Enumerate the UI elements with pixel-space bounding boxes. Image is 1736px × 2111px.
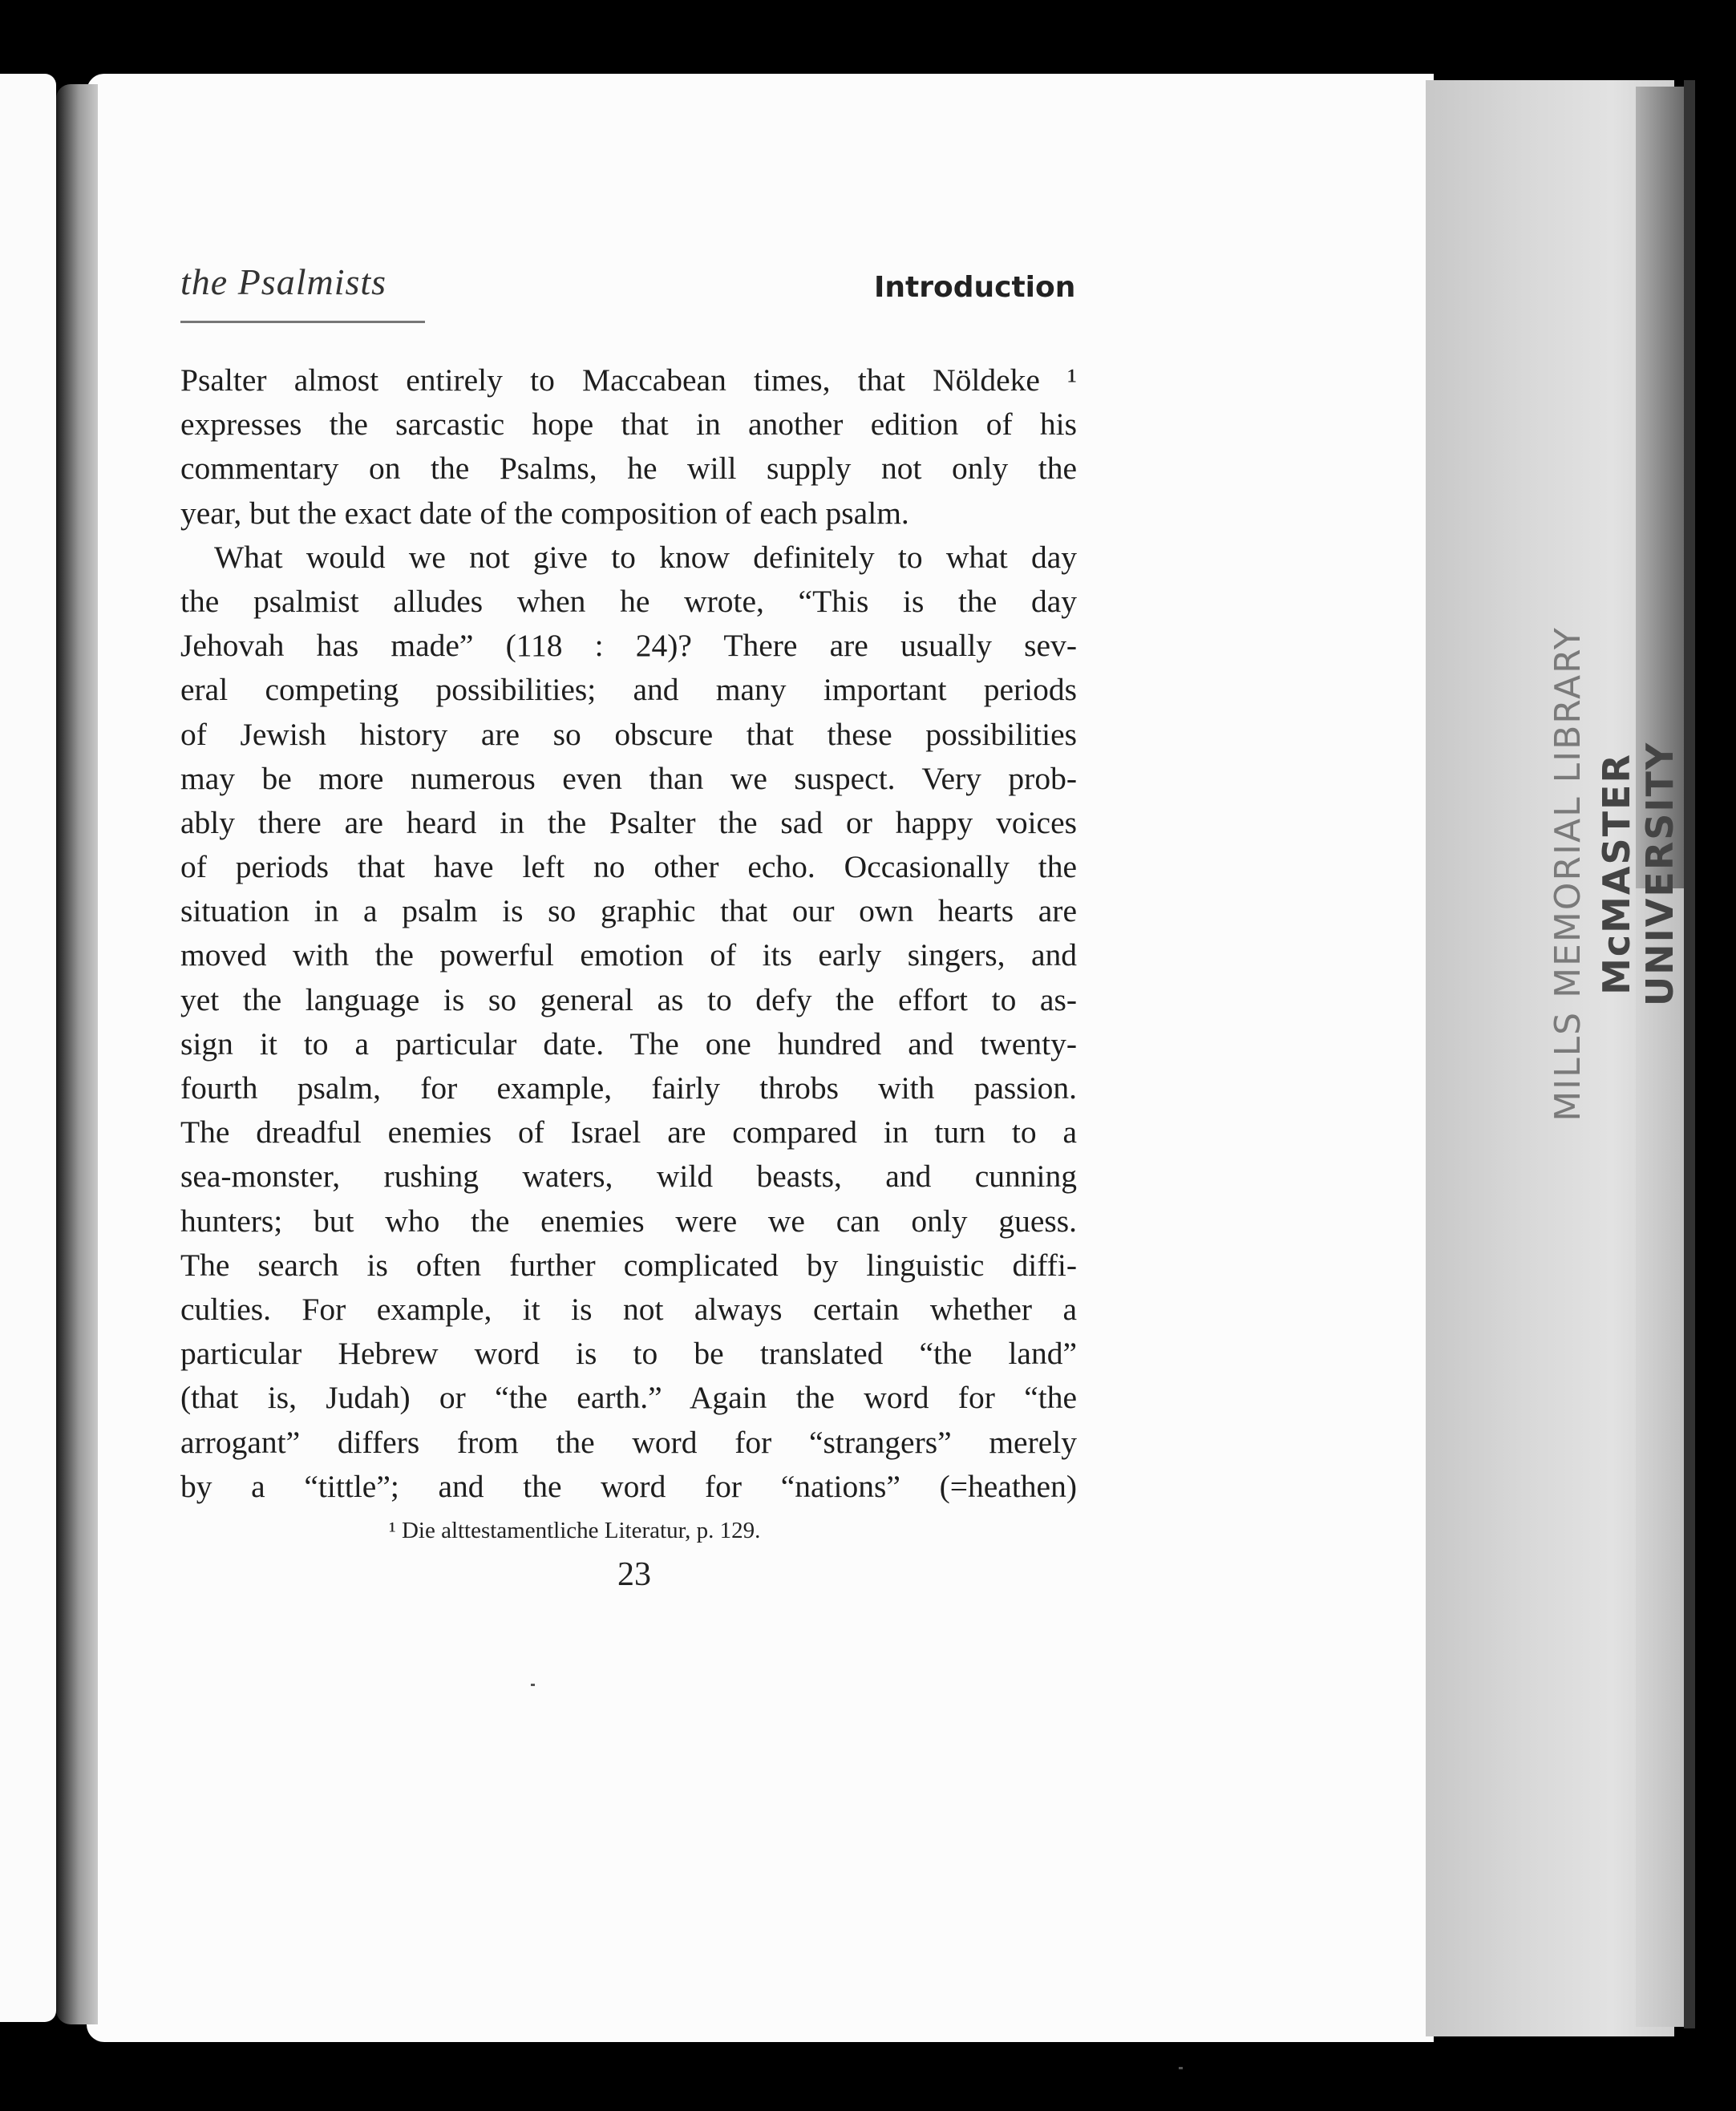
body-text [180, 358, 1077, 1509]
text-line: Jehovah has made” (118 : 24)? There are usually sev- [180, 628, 1077, 664]
header-rule [180, 321, 425, 323]
text-line: of periods that have left no other echo. Occasionally the [180, 849, 1077, 885]
text-line: sign it to a particular date. The one hundred and twenty- [180, 1025, 1077, 1062]
running-header-left: the Psalmists [180, 261, 387, 302]
stamp-line-library: MILLS MEMORIAL LIBRARY [1548, 626, 1588, 1122]
text-line: Psalter almost entirely to Maccabean times, that Nöldeke ¹ [180, 362, 1077, 398]
text-line: expresses the sarcastic hope that in another edition of his [180, 406, 1077, 443]
text-line: arrogant” differs from the word for “strangers” merely [180, 1424, 1077, 1460]
text-line: eral competing possibilities; and many important periods [180, 672, 1077, 708]
running-header-right: Introduction [874, 271, 1076, 304]
text-line: The search is often further complicated by linguistic diffi- [180, 1247, 1077, 1283]
text-line: sea-monster, rushing waters, wild beasts, and cunning [180, 1159, 1077, 1195]
footnote: ¹ Die alttestamentliche Literatur, p. 129. [389, 1518, 761, 1543]
scan-speck [1179, 2067, 1183, 2069]
scan-speck [531, 1684, 535, 1686]
text-line: the psalmist alludes when he wrote, “This is the day [180, 583, 1077, 619]
text-line: year, but the exact date of the composition of each psalm. [180, 495, 909, 531]
text-line: yet the language is so general as to defy the effort to as- [180, 981, 1077, 1017]
page-number: 23 [617, 1556, 651, 1593]
text-line: commentary on the Psalms, he will supply not only the [180, 451, 1077, 487]
text-line: particular Hebrew word is to be translated “the land” [180, 1336, 1077, 1372]
book-cover-edge [1684, 80, 1695, 2028]
text-line: culties. For example, it is not always certain whether a [180, 1291, 1077, 1327]
previous-page-sliver [0, 74, 56, 2022]
stamp-line-university: McMASTER UNIVERSITY [1595, 741, 1681, 1007]
text-line: ably there are heard in the Psalter the sad or happy voices [180, 804, 1077, 840]
library-stamp [1548, 625, 1681, 1122]
text-line: moved with the powerful emotion of its early singers, and [180, 937, 1077, 973]
text-line: situation in a psalm is so graphic that our own hearts are [180, 893, 1077, 929]
text-line: fourth psalm, for example, fairly throbs with passion. [180, 1070, 1077, 1106]
text-line: The dreadful enemies of Israel are compared in turn to a [180, 1114, 1077, 1151]
text-line: hunters; but who the enemies were we can only guess. [180, 1203, 1077, 1239]
text-line: (that is, Judah) or “the earth.” Again the word for “the [180, 1380, 1077, 1416]
text-line: may be more numerous even than we suspect. Very prob- [180, 760, 1077, 796]
text-line: of Jewish history are so obscure that these possibilities [180, 716, 1077, 752]
text-line: What would we not give to know definitely to what day [214, 539, 1077, 575]
text-line: by a “tittle”; and the word for “nations” (=heathen) [180, 1468, 1077, 1504]
page-gutter-shadow [56, 84, 98, 2024]
